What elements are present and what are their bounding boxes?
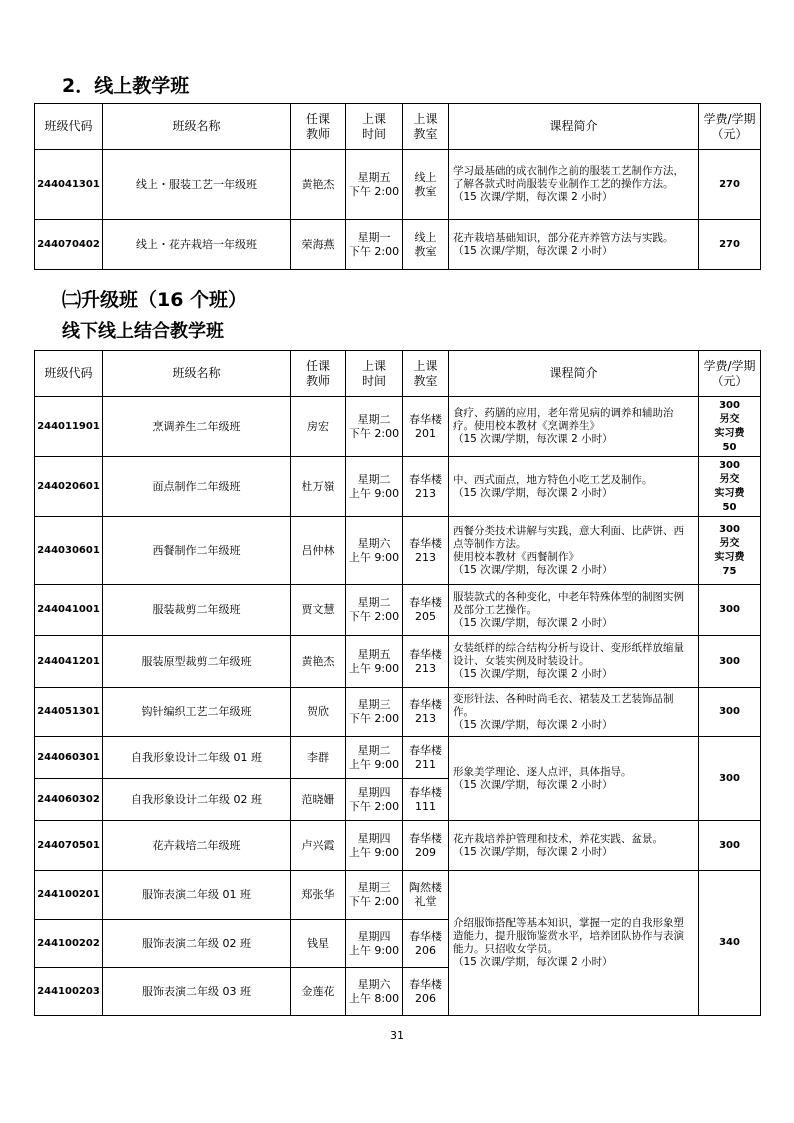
classroom: 春华楼 213 [403,688,449,737]
fee: 300 另交 实习费 50 [699,457,761,517]
header-time: 上课 时间 [346,351,403,397]
class-name: 花卉栽培二年级班 [103,821,291,871]
class-code: 244100201 [35,871,103,920]
teacher: 黄艳杰 [291,636,346,688]
fee: 300 [699,688,761,737]
class-code: 244070402 [35,220,103,270]
course-intro: 形象美学理论、逐人点评，具体指导。 （15 次课/学期，每次课 2 小时） [449,737,699,821]
fee: 300 [699,585,761,636]
teacher: 李群 [291,737,346,779]
course-intro: 食疗、药膳的应用，老年常见病的调养和辅助治疗。使用校本教材《烹调养生》 （15 次课/学期，每次课 2 小时） [449,397,699,457]
table-row [35,821,761,871]
course-intro: 中、西式面点，地方特色小吃工艺及制作。 （15 次课/学期，每次课 2 小时） [449,457,699,517]
teacher: 荣海燕 [291,220,346,270]
classroom: 春华楼 213 [403,517,449,585]
table-row [35,871,761,920]
class-time: 星期二 上午 9:00 [346,457,403,517]
classroom: 春华楼 213 [403,457,449,517]
section-subtitle-blended: 线下线上结合教学班 [62,321,224,342]
classroom: 春华楼 213 [403,636,449,688]
classroom: 春华楼 111 [403,779,449,821]
table-row [35,636,761,688]
classroom: 春华楼 211 [403,737,449,779]
classroom: 春华楼 201 [403,397,449,457]
course-intro: 变形针法、各种时尚毛衣、裙装及工艺装饰品制作。 （15 次课/学期，每次课 2 小时） [449,688,699,737]
classroom: 春华楼 205 [403,585,449,636]
header-intro: 课程简介 [449,351,699,397]
class-code: 244070501 [35,821,103,871]
class-time: 星期四 上午 9:00 [346,821,403,871]
class-name: 西餐制作二年级班 [103,517,291,585]
class-time: 星期五 上午 9:00 [346,636,403,688]
header-intro: 课程简介 [449,104,699,150]
class-name: 服装原型裁剪二年级班 [103,636,291,688]
class-name: 烹调养生二年级班 [103,397,291,457]
table-row [35,397,761,457]
classroom: 线上 教室 [403,150,449,220]
table-header-row [35,351,761,397]
header-code: 班级代码 [35,104,103,150]
class-time: 星期五 下午 2:00 [346,150,403,220]
teacher: 金莲花 [291,968,346,1016]
classroom: 春华楼 209 [403,821,449,871]
class-name: 自我形象设计二年级 01 班 [103,737,291,779]
header-code: 班级代码 [35,351,103,397]
table-row [35,585,761,636]
class-time: 星期二 下午 2:00 [346,585,403,636]
class-name: 面点制作二年级班 [103,457,291,517]
class-time: 星期三 下午 2:00 [346,688,403,737]
section-title-online: 2．线上教学班 [62,75,190,97]
table-row [35,688,761,737]
header-name: 班级名称 [103,351,291,397]
teacher: 范晓姗 [291,779,346,821]
upgrade-class-table [34,350,761,1016]
teacher: 钱星 [291,920,346,968]
teacher: 卢兴霞 [291,821,346,871]
teacher: 郑张华 [291,871,346,920]
class-time: 星期六 上午 9:00 [346,517,403,585]
class-code: 244060302 [35,779,103,821]
online-class-table [34,103,761,270]
class-name: 自我形象设计二年级 02 班 [103,779,291,821]
page-number: 31 [390,1029,404,1042]
class-time: 星期四 上午 9:00 [346,920,403,968]
class-name: 线上・花卉栽培一年级班 [103,220,291,270]
class-time: 星期二 上午 9:00 [346,737,403,779]
header-fee: 学费/学期 （元） [699,351,761,397]
fee: 300 [699,636,761,688]
class-code: 244041001 [35,585,103,636]
teacher: 吕仲林 [291,517,346,585]
classroom: 春华楼 206 [403,920,449,968]
course-intro: 花卉栽培基础知识，部分花卉养管方法与实践。 （15 次课/学期，每次课 2 小时） [449,220,699,270]
header-teacher: 任课 教师 [291,351,346,397]
table-header-row [35,104,761,150]
course-intro: 介绍服饰搭配等基本知识，掌握一定的自我形象塑造能力，提升服饰鉴赏水平，培养团队协作与表演能力。只招收女学员。 （15 次课/学期，每次课 2 小时） [449,871,699,1016]
class-code: 244100202 [35,920,103,968]
class-code: 244011901 [35,397,103,457]
fee: 300 另交 实习费 75 [699,517,761,585]
course-intro: 服装款式的各种变化，中老年特殊体型的制图实例及部分工艺操作。 （15 次课/学期，每次课 2 小时） [449,585,699,636]
fee: 270 [699,220,761,270]
class-code: 244020601 [35,457,103,517]
table-row [35,457,761,517]
teacher: 房宏 [291,397,346,457]
fee: 340 [699,871,761,1016]
course-intro: 女装纸样的综合结构分析与设计、变形纸样放缩量设计、女装实例及时装设计。 （15 次课/学期，每次课 2 小时） [449,636,699,688]
class-name: 服饰表演二年级 03 班 [103,968,291,1016]
classroom: 线上 教室 [403,220,449,270]
class-name: 服装裁剪二年级班 [103,585,291,636]
class-time: 星期六 上午 8:00 [346,968,403,1016]
classroom: 陶然楼 礼堂 [403,871,449,920]
class-time: 星期二 下午 2:00 [346,397,403,457]
teacher: 贾文慧 [291,585,346,636]
class-time: 星期四 下午 2:00 [346,779,403,821]
class-code: 244060301 [35,737,103,779]
class-code: 244041201 [35,636,103,688]
table-row [35,517,761,585]
teacher: 黄艳杰 [291,150,346,220]
course-intro: 西餐分类技术讲解与实践，意大利面、比萨饼、西点等制作方法。 使用校本教材《西餐制作》 （15 次课/学期，每次课 2 小时） [449,517,699,585]
header-time: 上课 时间 [346,104,403,150]
table-row [35,220,761,270]
teacher: 杜万嶺 [291,457,346,517]
class-name: 线上・服装工艺一年级班 [103,150,291,220]
fee: 270 [699,150,761,220]
course-intro: 学习最基础的成衣制作之前的服装工艺制作方法，了解各款式时尚服装专业制作工艺的操作方法。 （15 次课/学期，每次课 2 小时） [449,150,699,220]
class-name: 服饰表演二年级 01 班 [103,871,291,920]
teacher: 贺欣 [291,688,346,737]
header-fee: 学费/学期 （元） [699,104,761,150]
fee: 300 [699,737,761,821]
header-teacher: 任课 教师 [291,104,346,150]
header-name: 班级名称 [103,104,291,150]
header-room: 上课 教室 [403,351,449,397]
class-code: 244100203 [35,968,103,1016]
class-time: 星期一 下午 2:00 [346,220,403,270]
class-name: 钩针编织工艺二年级班 [103,688,291,737]
classroom: 春华楼 206 [403,968,449,1016]
section-title-upgrade: ㈡升级班（16 个班） [62,289,248,311]
header-room: 上课 教室 [403,104,449,150]
class-time: 星期三 下午 2:00 [346,871,403,920]
fee: 300 [699,821,761,871]
table-row [35,737,761,779]
course-intro: 花卉栽培养护管理和技术，养花实践、盆景。 （15 次课/学期，每次课 2 小时） [449,821,699,871]
class-code: 244030601 [35,517,103,585]
class-code: 244051301 [35,688,103,737]
class-code: 244041301 [35,150,103,220]
class-name: 服饰表演二年级 02 班 [103,920,291,968]
fee: 300 另交 实习费 50 [699,397,761,457]
table-row [35,150,761,220]
